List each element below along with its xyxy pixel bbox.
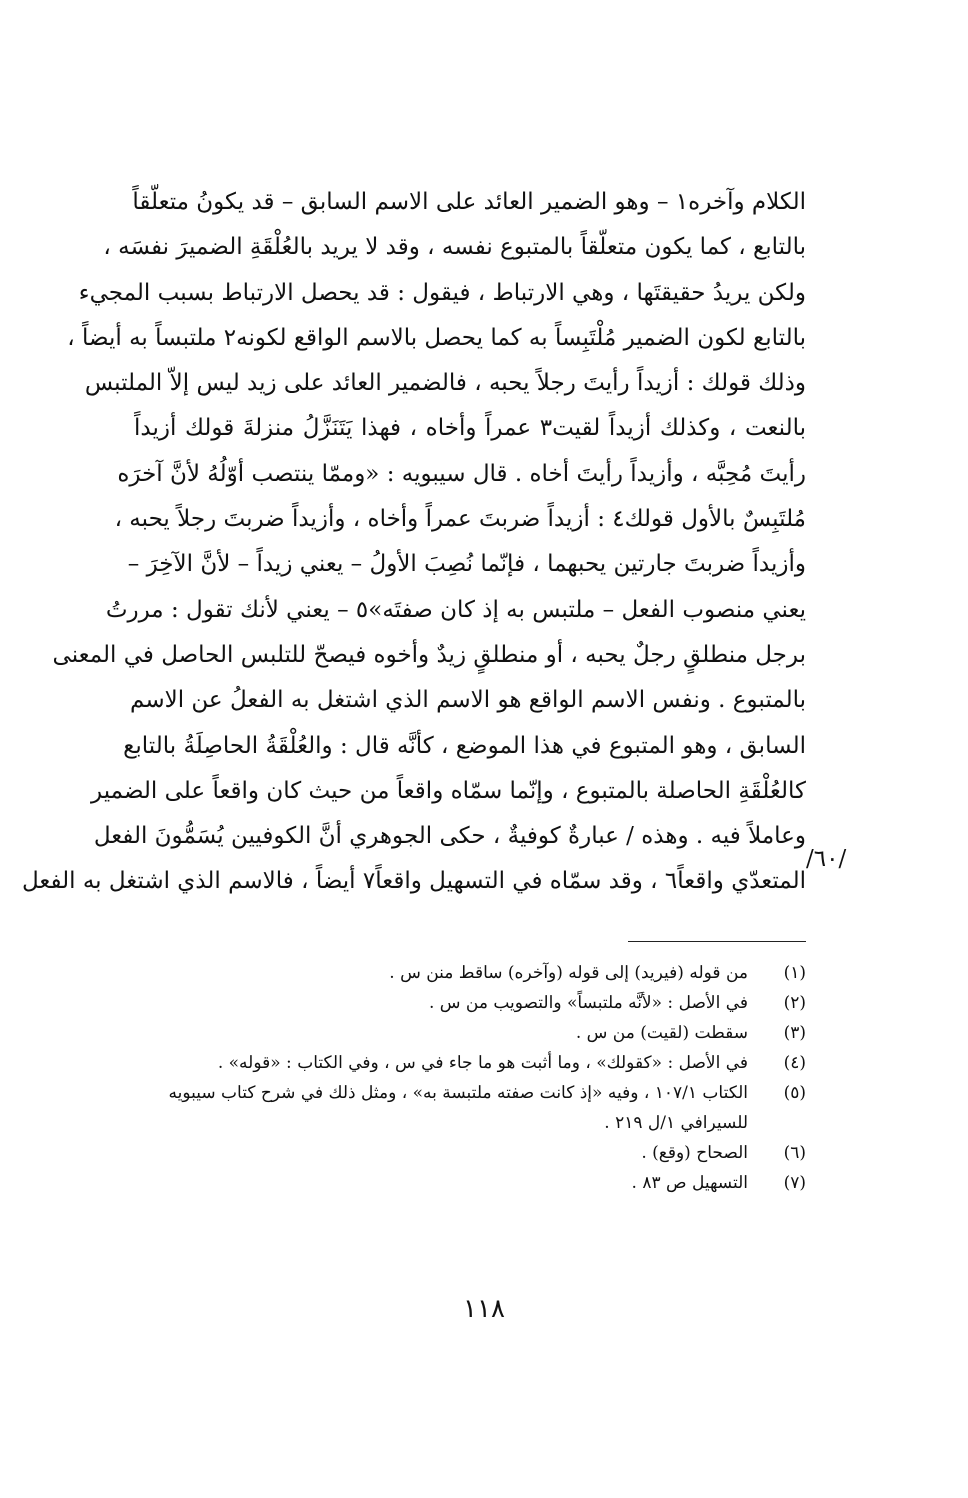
text-line: يعني منصوب الفعل – ملتبس به إذ كان صفتَه»٥ – يعني لأنك تقول : مررتُ <box>105 596 806 623</box>
footnote-text: الصحاح (وقع) . <box>641 1143 748 1163</box>
footnote <box>134 958 806 988</box>
footnote-text: التسهيل ص ٨٣ . <box>631 1173 748 1193</box>
footnotes <box>134 958 806 1198</box>
text-line: الكلام وآخره١ – وهو الضمير العائد على الاسم السابق – قد يكونُ متعلّقاً <box>132 189 806 215</box>
text-line: وذلك قولك : أزيداً رأيتَ رجلاً يحبه ، فالضمير العائد على زيد ليس إلاّ الملتبس <box>84 370 806 397</box>
footnote <box>134 988 806 1018</box>
footnote-number: (٦) <box>783 1143 806 1163</box>
footnote-text: سقطت (لقيت) من س . <box>575 1023 748 1043</box>
footnote <box>134 1048 806 1078</box>
page-number: ١١٨ <box>463 1294 505 1324</box>
footnote-text-line: للسيرافي ١/ل ٢١٩ . <box>604 1113 748 1133</box>
footnote-number: (٢) <box>783 993 806 1013</box>
text-line: السابق ، وهو المتبوع في هذا الموضع ، كأنَّه قال : والعُلْقَةُ الحاصِلَةُ بالتابع <box>123 732 806 759</box>
footnote-text: في الأصل : «لأنَّه ملتبساً» والتصويب من س . <box>428 993 748 1013</box>
footnote-number: (٥) <box>783 1083 806 1103</box>
manuscript-folio-marker: /٦٠/ <box>806 846 847 872</box>
footnote-number: (٧) <box>783 1173 806 1193</box>
footnote-number: (١) <box>783 963 806 983</box>
text-line: وعاملاً فيه . وهذه / عبارةٌ كوفيةٌ ، حكى الجوهري أنَّ الكوفيين يُسَمُّونَ الفعل <box>93 823 806 850</box>
footnote-text: من قوله (فيريد) إلى قوله (وآخره) ساقط منن س . <box>389 963 748 983</box>
main-text <box>21 180 806 905</box>
footnote-separator <box>628 941 806 942</box>
footnote <box>134 1018 806 1048</box>
text-line: برجل منطلقٍ رجلٌ يحبه ، أو منطلقٍ زيدٌ وأخوه فيصحّ للتلبس الحاصل في المعنى <box>52 641 806 668</box>
text-line: وأزيداً ضربتَ جارتين يحبهما ، فإنّما نُصِبَ الأولُ – يعني زيداً – لأنَّ الآخِرَ – <box>127 551 806 578</box>
footnote-text-line: الكتاب ١٠٧/١ ، وفيه «إذ كانت صفته ملتبسة به» ، ومثل ذلك في شرح كتاب سيبويه <box>168 1083 748 1103</box>
footnote-number: (٤) <box>783 1053 806 1073</box>
text-line: بالنعت ، وكذلك أزيداً لقيت٣ عمراً وأخاه ، فهذا يَتَنَزَّلُ منزلةَ قولك أزيداً <box>134 415 806 442</box>
text-line: كالعُلْقَةِ الحاصلة بالمتبوع ، وإنّما سمّاه واقعاً من حيث كان واقعاً على الضمير <box>91 777 806 804</box>
footnote-text <box>134 1078 748 1138</box>
text-line: بالمتبوع . ونفس الاسم الواقع هو الاسم الذي اشتغل به الفعلُ عن الاسم <box>130 687 806 714</box>
footnote-text: في الأصل : «كقولك» ، وما أثبت هو ما جاء في س ، وفي الكتاب : «قوله» . <box>217 1053 748 1073</box>
text-line: بالتابع ، كما يكون متعلّقاً بالمتبوع نفسه ، وقد لا يريد بالعُلْقَةِ الضميرَ نفسَه ، <box>103 234 806 261</box>
text-line: المتعدّي واقعاً٦ ، وقد سمّاه في التسهيل واقعاً٧ أيضاً ، فالاسم الذي اشتغل به الفعل <box>21 868 806 895</box>
footnote <box>134 1078 806 1138</box>
text-line: رأيتَ مُحِبَّه ، وأزيداً رأيتَ أخاه . قال سيبويه : «وممّا ينتصب أوّلُهُ لأنَّ آخرَه <box>117 460 806 487</box>
footnote <box>134 1168 806 1198</box>
footnote <box>134 1138 806 1168</box>
text-line: بالتابع لكون الضمير مُلْتَبِساً به كما يحصل بالاسم الواقع لكونه٢ ملتبساً به أيضاً ، <box>67 324 806 351</box>
footnote-number: (٣) <box>783 1023 806 1043</box>
text-line: مُلتَبِسٌ بالأول قولك٤ : أزيداً ضربتَ عمراً وأخاه ، وأزيداً ضربتَ رجلاً يحبه ، <box>114 506 806 533</box>
text-line: ولكن يريدُ حقيقتَها ، وهي الارتباط ، فيقول : قد يحصل الارتباط بسبب المجيء <box>78 279 806 306</box>
